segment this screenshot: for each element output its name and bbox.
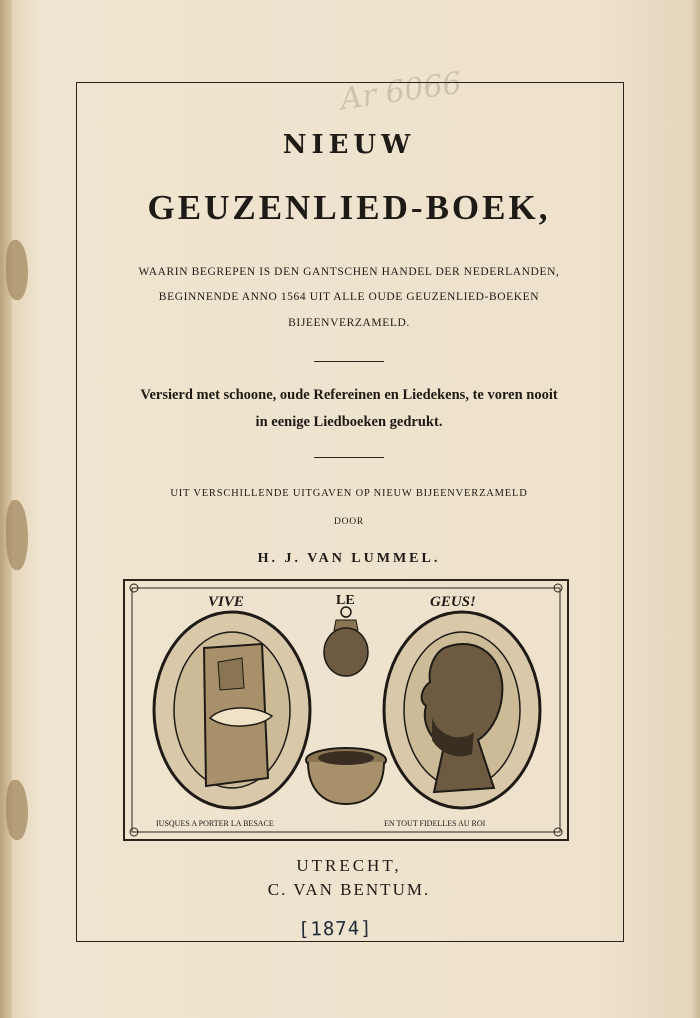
publisher-city: UTRECHT, [296,856,402,875]
edition-line: UIT VERSCHILLENDE UITGAVEN OP NIEUW BIJEENVERZAMELD [170,488,528,499]
decoration-line-1: Versierd met schoone, oude Refereinen en Liedekens, te voren nooit [140,387,558,403]
vignette-left-top: VIVE [208,594,244,610]
pencil-note: Ar 6066 [338,65,464,118]
vignette-left-rim: IUSQUES A PORTER LA BESACE [156,819,274,828]
divider-rule [314,457,384,458]
handwritten-year: [1874] [297,917,373,941]
vignette-center-top: LE [336,593,355,608]
publisher-name: C. VAN BENTUM. [267,880,431,899]
vignette-right-rim: EN TOUT FIDELLES AU ROI [384,819,486,828]
divider-rule [314,361,384,362]
vignette-right-top: GEUS! [430,594,476,610]
right-medal [384,612,540,808]
subtitle-line-2: BEGINNENDE ANNO 1564 UIT ALLE OUDE GEUZENLIED-BOEKEN [158,291,540,303]
author-name: H. J. VAN LUMMEL. [257,551,441,566]
center-objects [306,607,386,804]
medal-vignette-illustration [122,578,570,842]
title-line-2: GEUZENLIED-BOEK, [147,188,551,227]
left-medal [154,612,310,808]
decoration-line-2: in eenige Liedboeken gedrukt. [255,414,443,430]
subtitle-line-1: WAARIN BEGREPEN IS DEN GANTSCHEN HANDEL DER NEDERLANDEN, [138,266,560,278]
by-label: DOOR [333,517,365,527]
title-line-1: NIEUW [282,130,416,160]
subtitle-line-3: BIJEENVERZAMELD. [288,317,410,329]
